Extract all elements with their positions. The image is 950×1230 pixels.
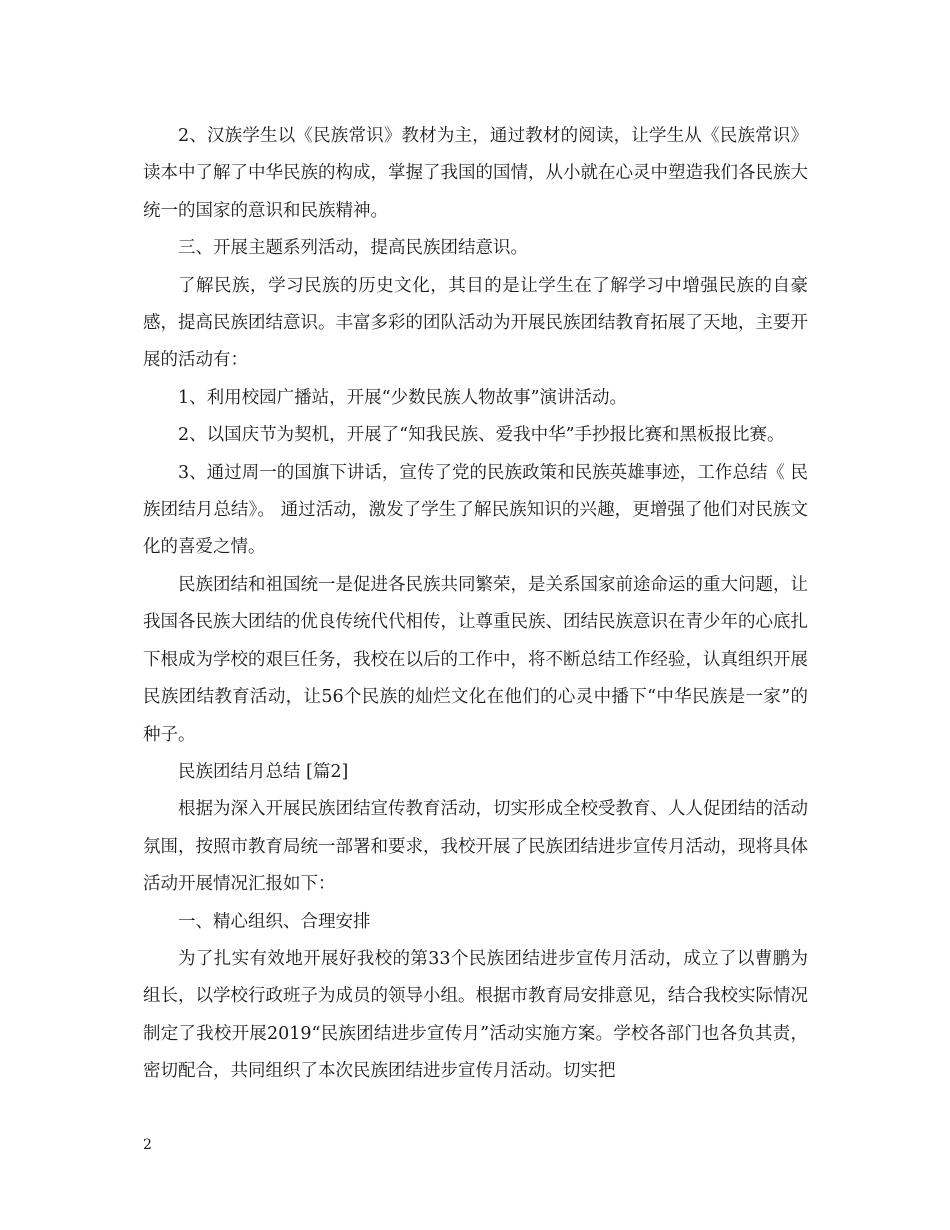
article-title: 民族团结月总结 [篇2] [178,761,349,782]
list-item: 2、以国庆节为契机，开展了“知我民族、爱我中华”手抄报比赛和黑板报比赛。 [178,425,785,446]
paragraph: 根据为深入开展民族团结宣传教育活动，切实形成全校受教育、人人促团结的活动氛围，按照市教育局统一部署和要求，我校开展了民族团结进步宣传月活动，现将具体活动开展情况汇报如下： [143,799,808,895]
section-heading: 一、精心组织、合理安排 [178,911,371,932]
section-heading: 三、开展主题系列活动，提高民族团结意识。 [178,238,528,259]
paragraph: 为了扎实有效地开展好我校的第33个民族团结进步宣传月活动，成立了以曹鹏为组长，以学校行政班子为成员的领导小组。根据市教育局安排意见，结合我校实际情况制定了我校开展2019“民族团结进步宣传月”活动实施方案。学校各部门也各负其责，密切配合，共同组织了本次民族团结进步宣传月活动。切实把 [143,948,808,1082]
list-item: 1、利用校园广播站，开展“少数民族人物故事”演讲活动。 [178,387,628,408]
paragraph: 2、汉族学生以《民族常识》教材为主，通过教材的阅读，让学生从《民族常识》读本中了解了中华民族的构成，掌握了我国的国情，从小就在心灵中塑造我们各民族大统一的国家的意识和民族精神。 [143,126,808,221]
paragraph: 了解民族，学习民族的历史文化，其目的是让学生在了解学习中增强民族的自豪感，提高民族团结意识。丰富多彩的团队活动为开展民族团结教育拓展了天地，主要开展的活动有： [143,275,808,371]
document-body [143,118,808,1091]
page-number: 2 [143,1137,152,1153]
list-item: 3、通过周一的国旗下讲话，宣传了党的民族政策和民族英雄事迹，工作总结《 民族团结月总结》。 通过活动，激发了学生了解民族知识的兴趣，更增强了他们对民族文化的喜爱之情。 [143,462,808,558]
paragraph: 民族团结和祖国统一是促进各民族共同繁荣，是关系国家前途命运的重大问题，让我国各民族大团结的优良传统代代相传，让尊重民族、团结民族意识在青少年的心底扎下根成为学校的艰巨任务，我校在以后的工作中，将不断总结工作经验，认真组织开展民族团结教育活动，让56个民族的灿烂文化在他们的心灵中播下“中华民族是一家”的种子。 [143,574,808,745]
